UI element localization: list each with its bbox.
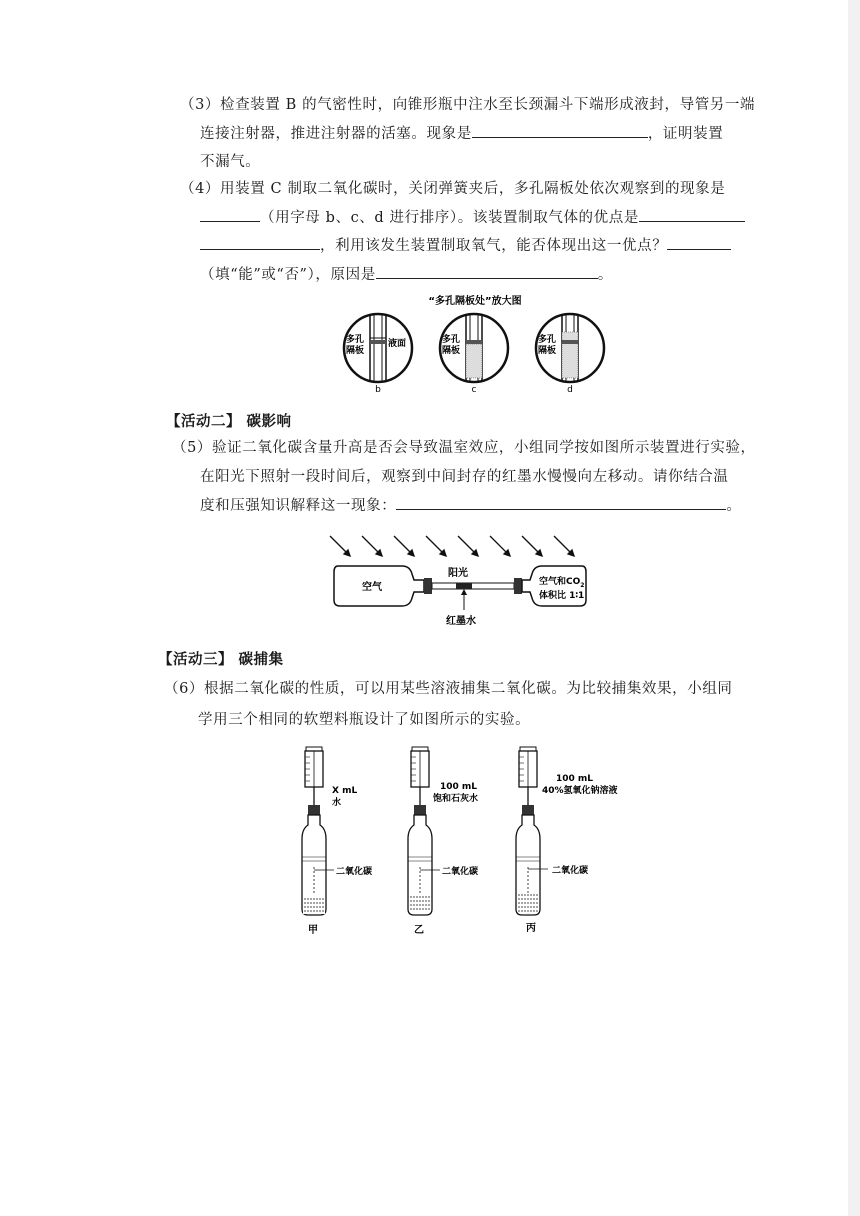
- bottle-name: 乙: [414, 925, 424, 936]
- bottle-gas-label: 二氧化碳: [336, 867, 373, 877]
- question-number: （4）: [180, 181, 221, 197]
- question-text: 。: [726, 498, 742, 514]
- partition-view-d: [536, 314, 604, 382]
- syringe-liquid: 40%氢氧化钠溶液: [542, 786, 618, 796]
- syringe-volume: X mL: [332, 786, 358, 796]
- question-text: 。: [597, 266, 613, 283]
- activity-2-heading: 【活动二】 碳影响: [166, 413, 292, 430]
- partition-label: 多孔: [442, 335, 461, 345]
- partition-label: 隔板: [346, 346, 365, 356]
- scan-edge: [848, 0, 860, 1216]
- answer-blank[interactable]: [200, 235, 320, 250]
- right-bottle-label: 空气和$CO_2$: [539, 577, 585, 589]
- question-number: （6）: [164, 681, 205, 697]
- question-text: 在阳光下照射一段时间后，观察到中间封存的红墨水慢慢向左移动。请你结合温: [200, 469, 729, 485]
- syringe-volume: 100 mL: [556, 774, 594, 784]
- bottle-gas-label: 二氧化碳: [552, 866, 589, 876]
- question-5: [172, 434, 832, 521]
- partition-label: 多孔: [538, 335, 557, 345]
- answer-blank[interactable]: [396, 495, 726, 510]
- view-letter-d: d: [567, 385, 573, 395]
- bottle-name: 丙: [526, 923, 536, 934]
- glass-tube: [432, 583, 514, 589]
- partition-label: 隔板: [442, 346, 461, 356]
- question-text: 度和压强知识解释这一现象：: [200, 498, 397, 514]
- view-letter-b: b: [375, 385, 381, 395]
- partition-figure: [330, 292, 620, 402]
- answer-blank[interactable]: [376, 264, 598, 279]
- question-text: 根据二氧化碳的性质，可以用某些溶液捕集二氧化碳。为比较捕集效果，小组同: [204, 681, 733, 697]
- bottle-gas-label: 二氧化碳: [442, 867, 479, 877]
- syringe-liquid: 水: [332, 798, 342, 808]
- liquid-label: 液面: [388, 339, 407, 349]
- bottle-yi: [408, 747, 478, 936]
- partition-view-b: [344, 314, 412, 382]
- question-text: 连接注射器，推进注射器的活塞。现象是: [200, 125, 472, 142]
- sun-label: 阳光: [448, 568, 468, 579]
- answer-blank[interactable]: [667, 235, 731, 250]
- question-text: 验证二氧化碳含量升高是否会导致温室效应，小组同学按如图所示装置进行实验，: [212, 440, 756, 456]
- question-3: [180, 91, 820, 177]
- figure-title: “多孔隔板处”放大图: [428, 296, 522, 307]
- activity-3-heading: 【活动三】 碳捕集: [158, 651, 284, 668]
- view-letter-c: c: [471, 385, 477, 395]
- question-text: 不漏气。: [200, 154, 261, 170]
- partition-view-c: [440, 314, 508, 382]
- sun-rays: [330, 536, 574, 556]
- question-4: [180, 175, 820, 289]
- question-number: （3）: [180, 97, 221, 113]
- question-text: 学用三个相同的软塑料瓶设计了如图所示的实验。: [198, 712, 531, 728]
- ink-label: 红墨水: [446, 616, 476, 627]
- capture-figure: [290, 745, 620, 940]
- question-number: （5）: [172, 440, 213, 456]
- question-text: ，证明装置: [647, 125, 724, 142]
- answer-blank[interactable]: [639, 207, 745, 222]
- partition-label: 多孔: [346, 335, 365, 345]
- answer-blank[interactable]: [472, 123, 648, 138]
- answer-blank[interactable]: [200, 207, 260, 222]
- syringe-liquid: 饱和石灰水: [433, 794, 479, 804]
- right-bottle-ratio: 体积比 1∶1: [539, 591, 585, 601]
- question-text: 用装置 C 制取二氧化碳时，关闭弹簧夹后，多孔隔板处依次观察到的现象是: [220, 181, 726, 197]
- bottle-jia: [302, 747, 372, 936]
- bottle-bing: [516, 747, 618, 934]
- bottle-name: 甲: [308, 925, 318, 936]
- question-text: 检查装置 B 的气密性时，向锥形瓶中注水至长颈漏斗下端形成液封，导管另一端: [220, 97, 756, 113]
- greenhouse-figure: [320, 528, 590, 632]
- question-6: [164, 674, 844, 736]
- question-text: （填“能”或“否”），原因是: [200, 266, 376, 283]
- ink-plug: [456, 583, 472, 589]
- syringe-volume: 100 mL: [440, 782, 478, 792]
- question-text: （用字母 b、c、d 进行排序）。该装置制取气体的优点是: [260, 209, 639, 226]
- partition-label: 隔板: [538, 346, 557, 356]
- question-text: ，利用该发生装置制取氧气，能否体现出这一优点？: [320, 238, 668, 254]
- left-bottle-label: 空气: [362, 582, 382, 593]
